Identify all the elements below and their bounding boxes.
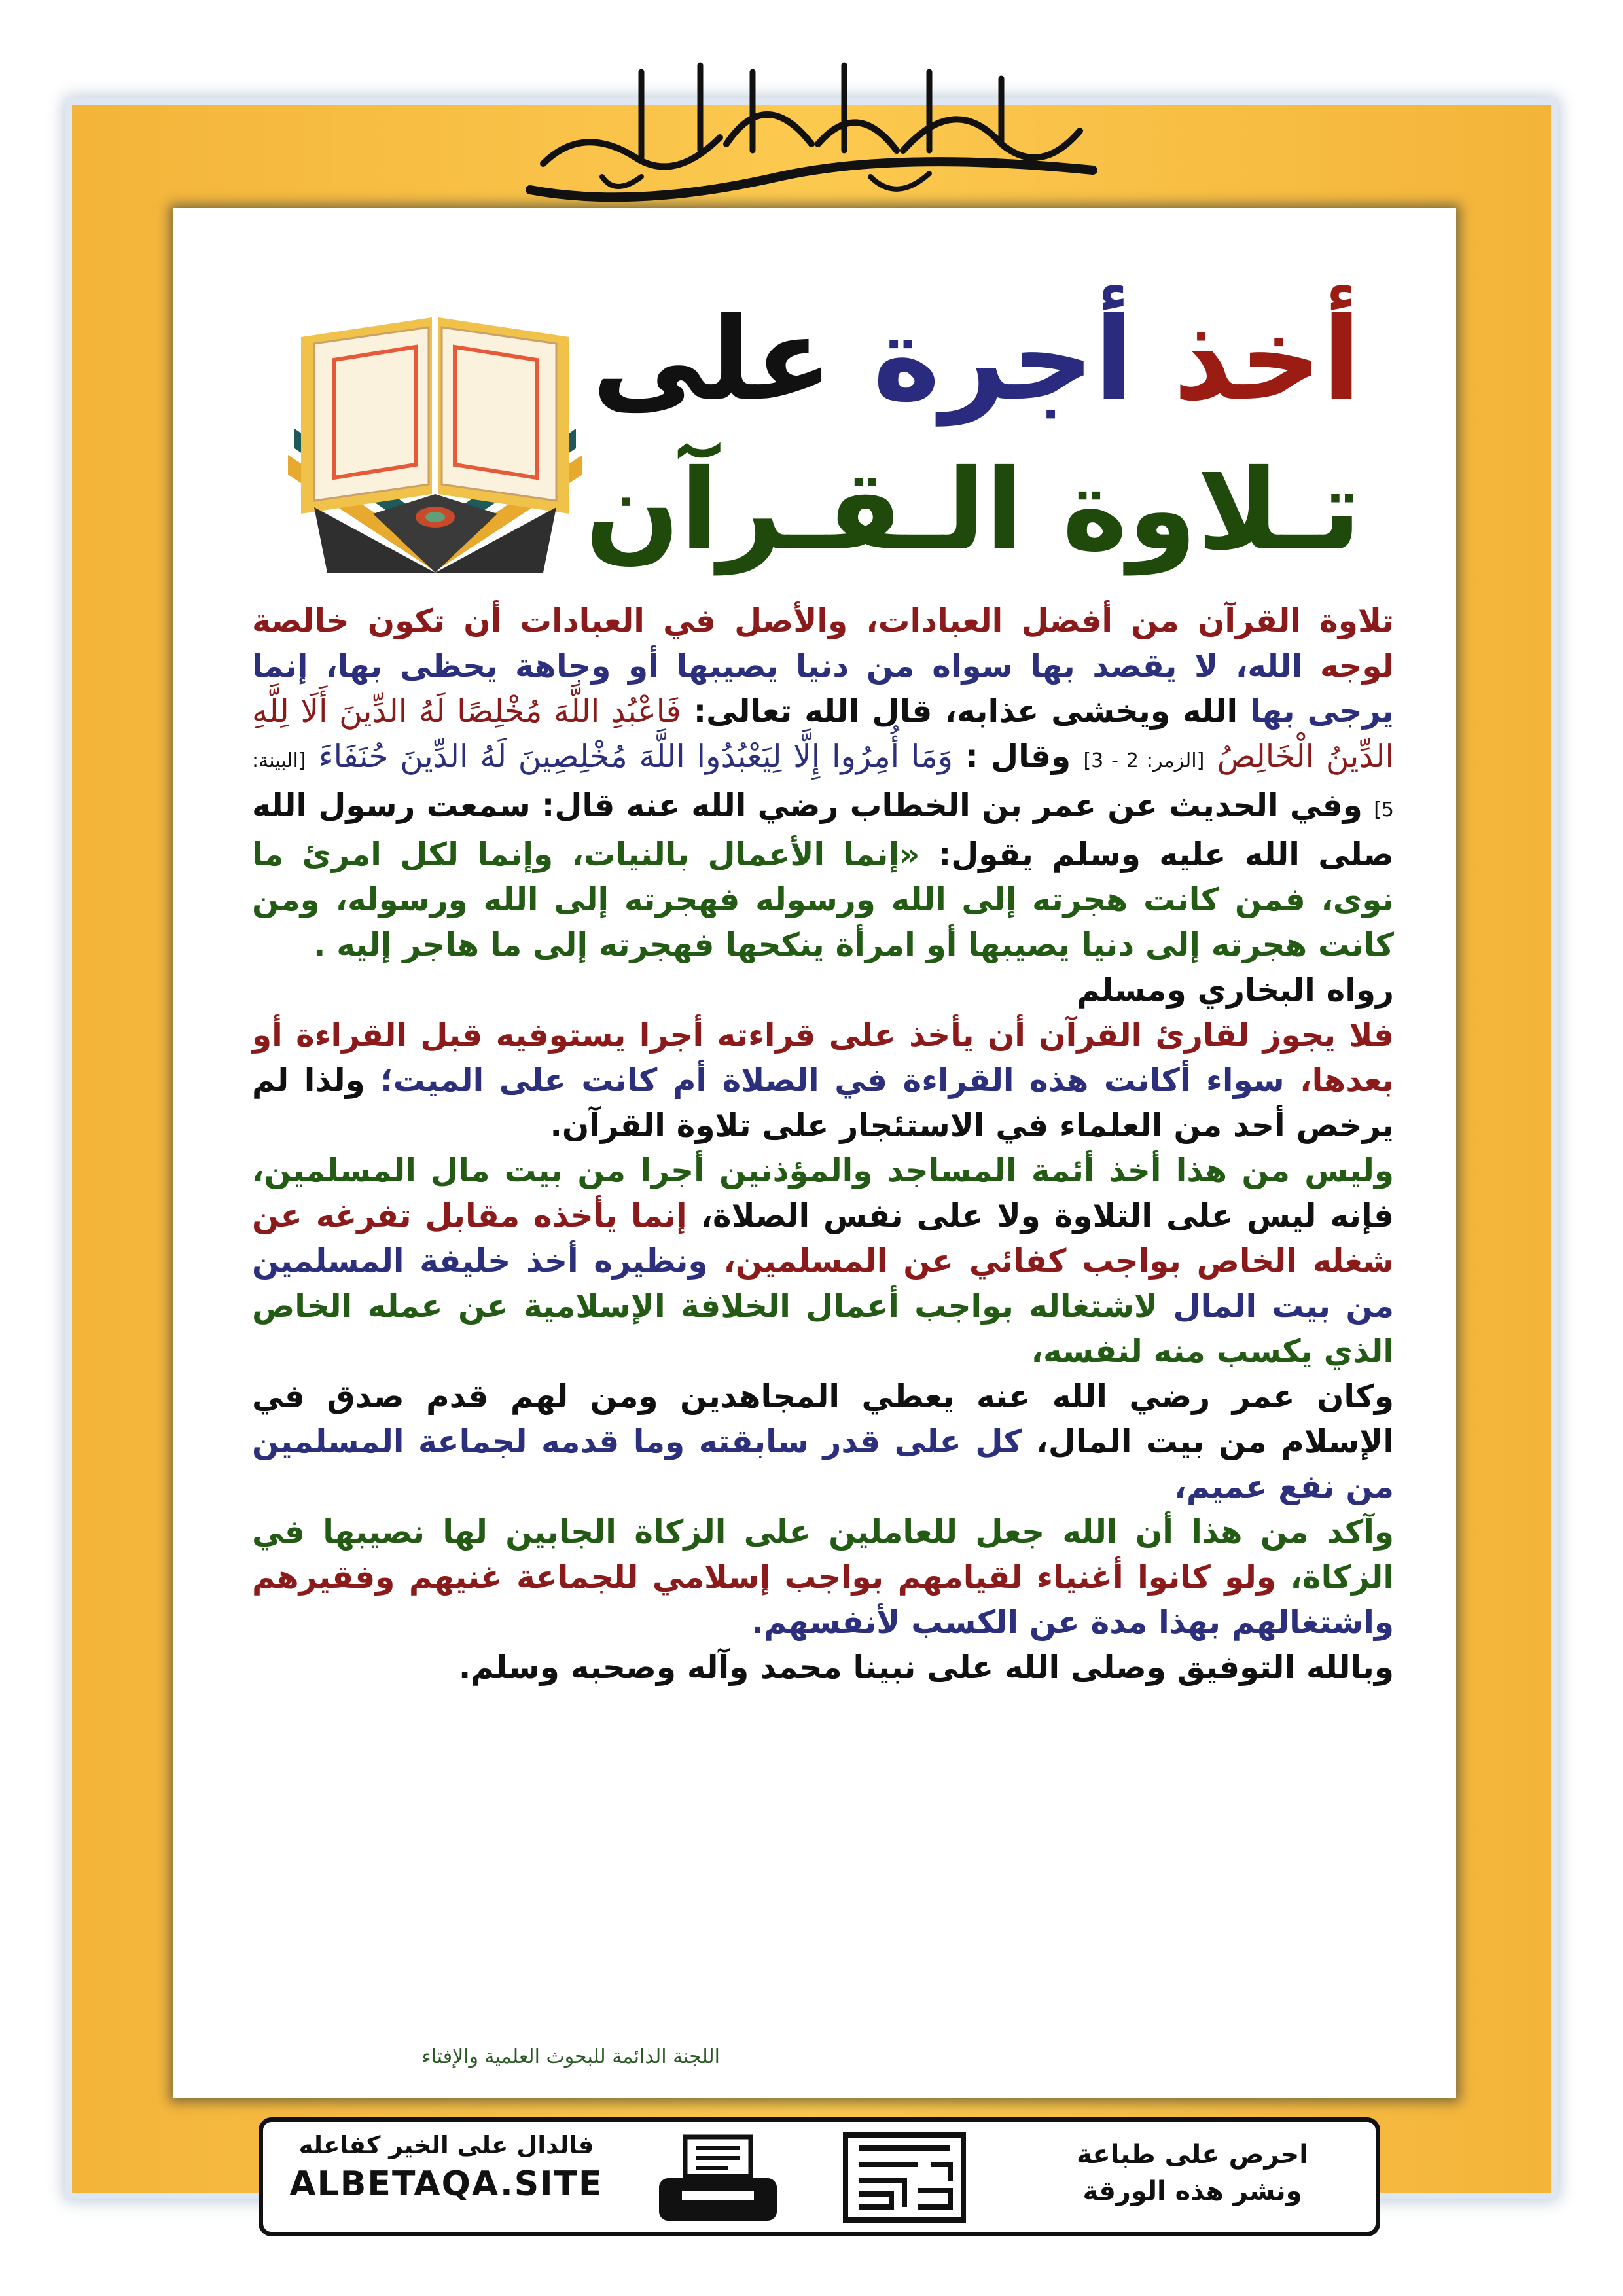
title-word-2: أجرة [872,293,1133,426]
print-reminder-line-2: ونشر هذه الورقة [1082,2176,1302,2206]
zakat-part-1: وآكد من هذا أن الله جعل للعاملين على الزكاة الجابين لها نصيبها في الزكاة، [252,1514,1394,1596]
intro-line-5: وفي الحديث عن عمر بن الخطاب رضي الله عنه قال: سمعت رسول الله صلى الله عليه وسلم يقول: [252,787,1394,873]
intro-line-3: الله ويخشى عذابه، قال الله تعالى: [693,693,1238,730]
page-title [592,295,1361,425]
intro-line-4: وقال : [965,738,1071,775]
print-reminder-line-1: احرص على طباعة [1077,2140,1308,2170]
closing-line: وبالله التوفيق وصلى الله على نبينا محمد وآله وصحبه وسلم. [458,1649,1394,1686]
quran-quote-2: وَمَا أُمِرُوا إِلَّا لِيَعْبُدُوا اللَّهَ مُخْلِصِينَ لَهُ الدِّينَ حُنَفَاءَ [318,738,954,775]
intro-line-2: الله، لا يقصد بها سواه من دنيا يصيبها أو وجاهة يحظى بها، إنما يرجى بها [252,648,1394,730]
zakat-part-2: ولو كانوا أغنياء لقيامهم بواجب إسلامي للجماعة غنيهم وفقيرهم [252,1559,1277,1596]
ruling-part-2: سواء أكانت هذه القراءة في الصلاة أم كانت على الميت؛ [380,1062,1285,1099]
umar-part-1: وكان عمر رضي الله عنه يعطي المجاهدين ومن لهم قدم صدق في الإسلام من بيت المال، [252,1378,1394,1460]
dawa-logo-icon [839,2128,970,2227]
hadith-reference: رواه البخاري ومسلم [1077,972,1394,1009]
imams-part-5: لاشتغاله بواجب أعمال الخلافة الإسلامية عن عمله الخاص الذي يكسب منه لنفسه، [252,1288,1394,1370]
paragraph-ruling [252,1013,1394,1149]
imams-part-4: ونظيره أخذ خليفة المسلمين من بيت المال [252,1243,1394,1325]
paragraph-intro [252,599,1394,968]
quran-ref-1: [الزمر: 2 - 3] [1083,749,1205,772]
quran-quote-1: فَاعْبُدِ اللَّهَ مُخْلِصًا لَهُ الدِّينَ أَلَا لِلَّهِ الدِّينُ الْخَالِصُ [252,693,1395,775]
basmala-calligraphy [504,46,1119,223]
ruling-part-1: فلا يجوز لقارئ القرآن أن يأخذ على قراءته أجرا يستوفيه قبل القراءة أو بعدها، [252,1017,1395,1099]
imams-part-2: فإنه ليس على التلاوة ولا على نفس الصلاة، [700,1198,1394,1234]
footer-box [259,2117,1380,2236]
website-link[interactable]: ALBETAQA.SITE [289,2164,603,2204]
title-word-3: على [592,293,833,426]
source-attribution: اللجنة الدائمة للبحوث العلمية والإفتاء [421,2045,720,2068]
hadith-text: «إنما الأعمال بالنيات، وإنما لكل امرئ ما نوى، فمن كانت هجرته إلى الله ورسوله فهجرته إلى الله ورسوله، ومن كانت هجرته إلى دنيا يصيبها أو امرأة ينكحها فهجرته إلى ما هاجر إليه . [252,836,1394,963]
printer-icon [656,2134,780,2225]
imams-part-3: إنما يأخذه مقابل تفرغه عن شغله الخاص بواجب كفائي عن المسلمين، [252,1198,1394,1280]
footer-website [276,2131,616,2204]
article-body [252,599,1394,1691]
footer-slogan: فالدال على الخير كفاعله [298,2131,594,2159]
paragraph-umar [252,1374,1394,1510]
quran-book-icon [275,298,596,573]
imams-part-1: وليس من هذا أخذ أئمة المساجد والمؤذنين أجرا من بيت مال المسلمين، [252,1153,1394,1189]
ruling-part-3: ولذا لم يرخص أحد من العلماء في الاستئجار على تلاوة القرآن. [252,1062,1394,1144]
zakat-part-3: واشتغالهم بهذا مدة عن الكسب لأنفسهم. [751,1604,1394,1641]
page-subtitle: تـلاوة الـقـرآن [584,446,1361,575]
umar-part-2: كل على قدر سابقته وما قدمه لجماعة المسلمين من نفع عميم، [252,1424,1394,1505]
footer-print-reminder [1042,2136,1343,2210]
intro-line-1: تلاوة القرآن من أفضل العبادات، والأصل في العبادات أن تكون خالصة لوجه [252,603,1395,685]
paragraph-imams [252,1149,1394,1374]
quran-ref-2: [البينة: 5] [252,749,1394,821]
paragraph-zakat [252,1510,1394,1645]
title-word-1: أخذ [1173,293,1361,426]
